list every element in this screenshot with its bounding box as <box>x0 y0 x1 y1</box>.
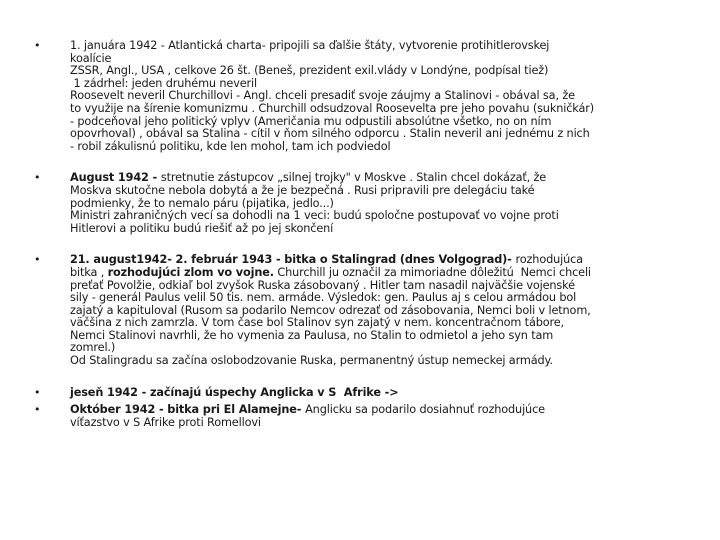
bold-lead: 21. august1942- 2. február 1943 - bitka o Stalingrad (dnes Volgograd)- <box>70 253 516 267</box>
lead-text: rozhodujúca <box>515 253 583 267</box>
bold-lead: Október 1942 - bitka pri El Alamejne- <box>70 403 306 417</box>
text-line: Nemci Stalinovi navrhli, že ho vymenia za Paulusa, no Stalin to odmietol a jeho syn tam <box>70 328 554 342</box>
line-pre: bitka , <box>70 265 108 279</box>
bullet-icon: • <box>34 253 41 267</box>
bullet-icon: • <box>34 39 41 52</box>
text-line: Ministri zahraničných vecí sa dohodli na 1 veci: budú spoločne postupovať vo vojne proti <box>70 209 559 223</box>
text-line: to využije na šírenie komunizmu . Churchill odsudzoval Roosevelta pre jeho povahu (sukničkár) <box>70 101 594 115</box>
bullet-icon: • <box>34 171 41 185</box>
text-line <box>70 387 684 400</box>
text-line: Od Stalingradu sa začína oslobodzovanie Ruska, permanentný ústup nemeckej armády. <box>70 354 553 368</box>
list-item-atlantic-charter <box>34 40 684 153</box>
text-line: zomrel.) <box>70 341 116 355</box>
text-line: sily - generál Paulus velil 50 tis. nem. armáde. Výsledok: gen. Paulus aj s celou armádou bol <box>70 291 577 305</box>
list-item-august-1942 <box>34 172 684 235</box>
text-line: Roosevelt neveril Churchillovi - Angl. chceli presadiť svoje záujmy a Stalinovi - obával sa, že <box>70 89 575 103</box>
text-line: podmienky, že to nemalo páru (pijatika, jedlo...) <box>70 196 334 210</box>
text-line <box>70 404 684 417</box>
bold-lead: jeseň 1942 - začínajú úspechy Anglicka v S Afrike -> <box>70 385 399 399</box>
text-line: zajatý a kapituloval (Rusom sa podarilo Nemcov odrezať od zásobovania, Nemci boli v letnom, <box>70 303 591 317</box>
text-line: - podceňoval jeho politický vplyv (Američania mu odpustili absolútne všetko, no on ním <box>70 114 552 128</box>
text-line: ZSSR, Angl., USA , celkove 26 št. (Beneš, prezident exil.vlády v Londýne, podpísal tiež) <box>70 64 549 78</box>
text-line: väčšina z nich zamrzla. V tom čase bol Stalinov syn zajatý v nem. koncentračnom tábore, <box>70 316 564 330</box>
text-line: víťazstvo v S Afrike proti Romellovi <box>70 415 261 429</box>
lead-text: Anglicku sa podarilo dosiahnuť rozhodujúce <box>305 403 545 417</box>
bullet-icon: • <box>34 385 41 399</box>
text-line: Hitlerovi a politiku budú riešiť až po jej skončení <box>70 221 334 235</box>
text-line: preťať Povolžie, odkiaľ bol zvyšok Ruska zásobovaný . Hitler tam nasadil najväčšie vojenské <box>70 278 575 292</box>
list-item-stalingrad <box>34 254 684 367</box>
list-item-el-alamein <box>34 404 684 429</box>
text-line: - robil zákulisnú politiku, kde len mohol, tam ich podviedol <box>70 139 391 153</box>
line-post: Churchill ju označil za mimoriadne dôležitú Nemci chceli <box>273 265 591 279</box>
bold-phrase: rozhodujúci zlom vo vojne. <box>107 265 274 279</box>
bullet-list <box>34 40 684 429</box>
text-line <box>70 267 684 280</box>
text-line: Moskva skutočne nebola dobytá a že je bezpečná . Rusi pripravili pre delegáciu také <box>70 183 535 197</box>
list-item-autumn-1942 <box>34 387 684 400</box>
bullet-icon: • <box>34 403 41 417</box>
text-line: koalície <box>70 51 112 65</box>
lead-text: stretnutie zástupcov „silnej trojky" v Moskve . Stalin chcel dokázať, že <box>160 171 547 185</box>
bold-lead: August 1942 - <box>70 171 161 185</box>
text-line: opovrhoval) , obával sa Stalina - cítil v ňom silného odporcu . Stalin neveril ani jednému z nich <box>70 127 590 141</box>
text-line: 1. januára 1942 - Atlantická charta- pripojili sa ďalšie štáty, vytvorenie protihitlerovskej <box>70 39 550 52</box>
text-line: 1 zádrhel: jeden druhému neveril <box>70 76 258 90</box>
